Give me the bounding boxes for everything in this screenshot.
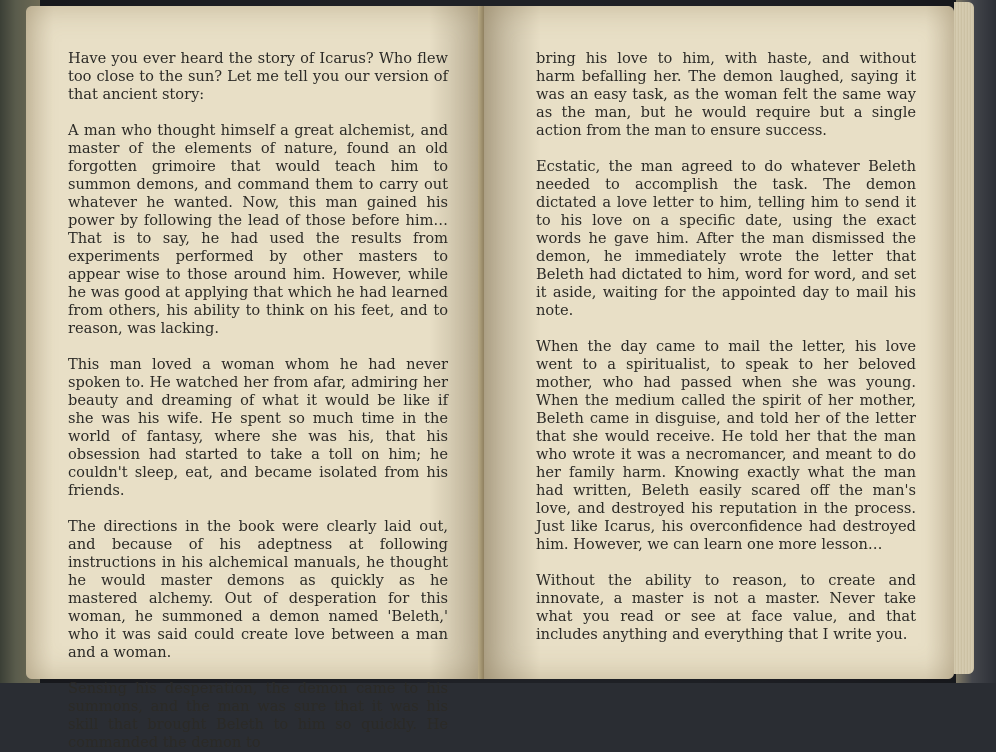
right-paragraph-1: bring his love to him, with haste, and without harm befalling her. The demon laughed, saying it was an easy task, as the woman felt the same way as the man, but he would require but a single action from the man to ensure success. <box>536 50 916 139</box>
left-paragraph-1: Have you ever heard the story of Icarus? Who flew too close to the sun? Let me tell you our version of that ancient story: <box>68 50 448 103</box>
left-page <box>26 6 484 751</box>
right-page <box>484 6 954 679</box>
page-stack-edge <box>954 2 974 674</box>
left-paragraph-3: This man loved a woman whom he had never spoken to. He watched her from afar, admiring her beauty and dreaming of what it would be like if she was his wife. He spent so much time in the world of fantasy, where she was his, that his obsession had started to take a toll on him; he couldn't sleep, eat, and became isolated from his friends. <box>68 356 448 499</box>
left-paragraph-5: Sensing his desperation, the demon came to his summons, and the man was sure that it was his skill that brought Beleth to him so quickly. He commanded the demon to <box>68 680 448 751</box>
right-paragraph-2: Ecstatic, the man agreed to do whatever Beleth needed to accomplish the task. The demon dictated a love letter to him, telling him to send it to his love on a specific date, using the exact words he gave him. After the man dismissed the demon, he immediately wrote the letter that Beleth had dictated to him, word for word, and set it aside, waiting for the appointed day to mail his note. <box>536 158 916 319</box>
right-paragraph-3: When the day came to mail the letter, his love went to a spiritualist, to speak to her beloved mother, who had passed when she was young. When the medium called the spirit of her mother, Beleth came in disguise, and told her of the letter that she would receive. He told her that the man who wrote it was a necromancer, and meant to do her family harm. Knowing exactly what the man had written, Beleth easily scared off the man's love, and destroyed his reputation in the process. Just like Icarus, his overconfidence had destroyed him. However, we can learn one more lesson… <box>536 338 916 553</box>
left-paragraph-2: A man who thought himself a great alchemist, and master of the elements of nature, found an old forgotten grimoire that would teach him to summon demons, and command them to carry out whatever he wanted. Now, this man gained his power by following the lead of those before him… That is to say, he had used the results from experiments performed by other masters to appear wise to those around him. However, while he was good at applying that which he had learned from others, his ability to think on his feet, and to reason, was lacking. <box>68 122 448 337</box>
left-paragraph-4: The directions in the book were clearly laid out, and because of his adeptness at following instructions in his alchemical manuals, he thought he would master demons as quickly as he mastered alchemy. Out of desperation for this woman, he summoned a demon named 'Beleth,' who it was said could create love between a man and a woman. <box>68 518 448 661</box>
right-paragraph-4: Without the ability to reason, to create and innovate, a master is not a master. Never take what you read or see at face value, and that includes anything and everything that I write you. <box>536 572 916 643</box>
